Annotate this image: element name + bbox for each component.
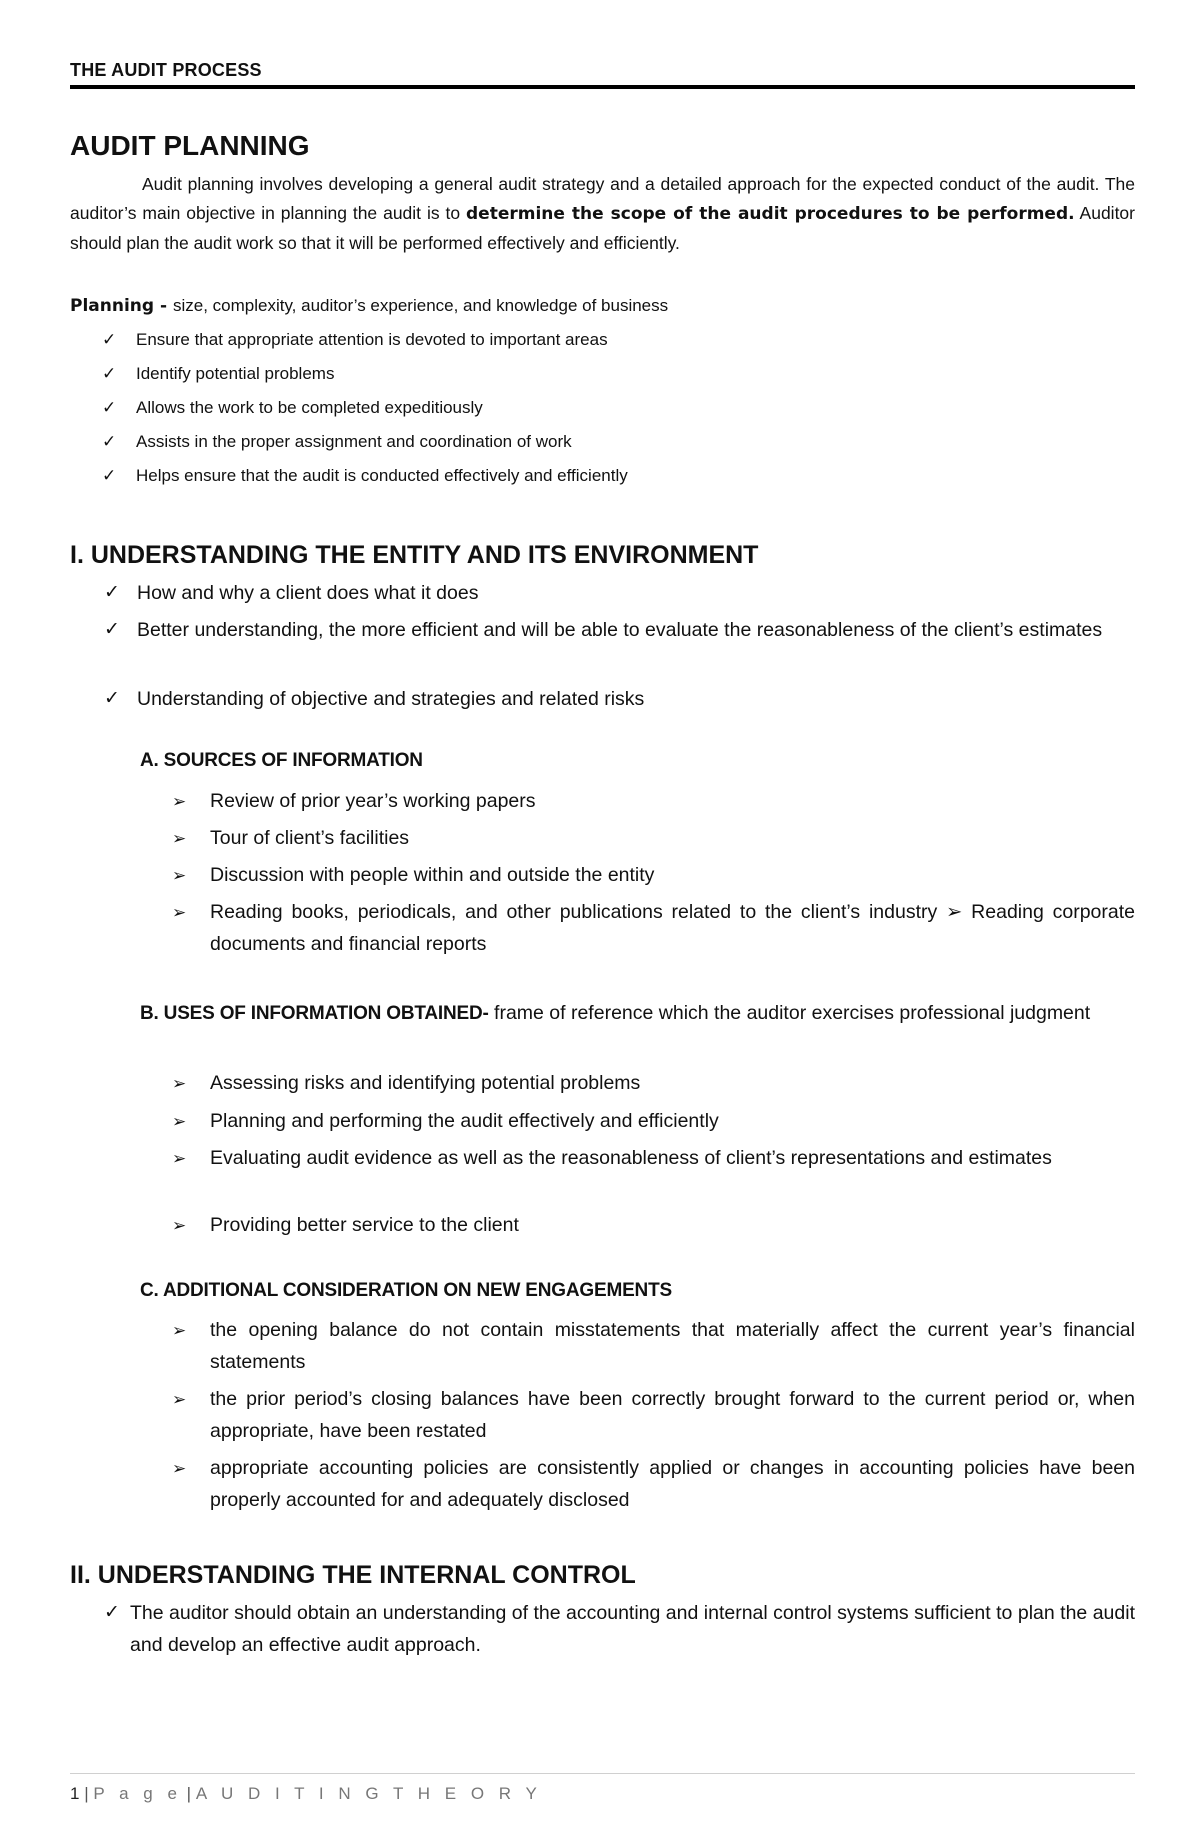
list-item	[70, 359, 1135, 388]
page-footer	[70, 1784, 542, 1804]
check-icon: ✓	[104, 619, 120, 640]
list-item	[70, 896, 1135, 960]
footer-separator: |	[186, 1784, 192, 1803]
subsection-b-title: B. USES OF INFORMATION OBTAINED-	[140, 1003, 489, 1024]
list-item-text: Tour of client’s facilities	[210, 827, 410, 849]
check-icon: ✓	[102, 330, 117, 349]
list-item-text: Assessing risks and identifying potential problems	[210, 1072, 641, 1094]
section-1-title: I. UNDERSTANDING THE ENTITY AND ITS ENVIRONMENT	[70, 541, 759, 569]
audit-planning-title: AUDIT PLANNING	[70, 130, 310, 161]
list-item	[70, 822, 1135, 855]
footer-subject: A U D I T I N G T H E O R Y	[195, 1784, 542, 1803]
arrow-bullet-icon: ➢	[172, 1390, 187, 1409]
list-item-text: Review of prior year’s working papers	[210, 790, 536, 812]
check-icon: ✓	[102, 398, 117, 417]
check-icon: ✓	[104, 1602, 120, 1623]
list-item-text: the opening balance do not contain misstatements that materially affect the current year’s financial statements	[210, 1319, 1135, 1373]
subsection-c-title: C. ADDITIONAL CONSIDERATION ON NEW ENGAGEMENTS	[140, 1280, 672, 1301]
subsection-b-paragraph	[140, 997, 1135, 1030]
arrow-bullet-icon: ➢	[172, 866, 187, 885]
arrow-bullet-icon: ➢	[172, 792, 187, 811]
footer-rule	[70, 1773, 1135, 1774]
list-item-text: Discussion with people within and outside the entity	[210, 864, 655, 886]
intro-text-bold: determine the scope of the audit procedures to be performed.	[466, 204, 1075, 224]
list-item	[70, 1597, 1135, 1661]
planning-line	[70, 296, 668, 316]
list-item-text: Allows the work to be completed expeditiously	[136, 398, 483, 417]
list-item	[70, 461, 1135, 490]
list-item-text: Assists in the proper assignment and coordination of work	[136, 432, 572, 451]
intro-text-start: Audit planning involves developing a general audit strategy and a detailed approach for the expected conduct of the audit. The auditor’s main objective in planning the audit is to	[70, 174, 1135, 223]
arrow-bullet-icon: ➢	[172, 1216, 187, 1235]
list-item	[70, 393, 1135, 422]
audit-planning-intro	[70, 170, 1135, 258]
arrow-bullet-icon: ➢	[172, 829, 187, 848]
list-item	[70, 1067, 1135, 1100]
list-item-text: the prior period’s closing balances have been correctly brought forward to the current period or, when appropriate, have been restated	[210, 1388, 1135, 1442]
planning-label: Planning -	[70, 296, 173, 316]
list-item-text: Better understanding, the more efficient and will be able to evaluate the reasonableness of the client’s estimates	[137, 619, 1103, 641]
list-item-text: Reading books, periodicals, and other publications related to the client’s industry ➢ Reading corporate documents and financial reports	[210, 901, 1135, 955]
running-header: THE AUDIT PROCESS	[70, 60, 262, 80]
check-icon: ✓	[102, 364, 117, 383]
header-rule	[70, 85, 1135, 89]
planning-text: size, complexity, auditor’s experience, and knowledge of business	[172, 296, 669, 315]
subsection-b-text: frame of reference which the auditor exercises professional judgment	[488, 1002, 1091, 1024]
check-icon: ✓	[102, 466, 117, 485]
footer-separator: |	[84, 1784, 89, 1803]
list-item	[70, 577, 1135, 609]
list-item-text: Helps ensure that the audit is conducted effectively and efficiently	[136, 466, 628, 485]
list-item	[70, 325, 1135, 354]
list-item	[70, 427, 1135, 456]
list-item	[70, 1452, 1135, 1516]
page-number: 1	[70, 1784, 80, 1803]
list-item-text: The auditor should obtain an understanding of the accounting and internal control systems sufficient to plan the audit and develop an effective audit approach.	[130, 1602, 1135, 1656]
section-2-title: II. UNDERSTANDING THE INTERNAL CONTROL	[70, 1561, 636, 1589]
list-item-text: appropriate accounting policies are consistently applied or changes in accounting policies have been properly accounted for and adequately disclosed	[210, 1457, 1135, 1511]
list-item-text: Ensure that appropriate attention is devoted to important areas	[136, 330, 608, 349]
list-item	[70, 1314, 1135, 1378]
check-icon: ✓	[102, 432, 117, 451]
check-icon: ✓	[104, 582, 120, 603]
list-item-text: Identify potential problems	[136, 364, 335, 383]
list-item	[70, 614, 1135, 646]
list-item-text: Planning and performing the audit effectively and efficiently	[210, 1110, 719, 1132]
footer-page-word: P a g e	[93, 1784, 182, 1803]
list-item	[70, 683, 1135, 715]
list-item	[70, 1142, 1135, 1175]
list-item	[70, 1209, 1135, 1242]
subsection-a-title: A. SOURCES OF INFORMATION	[140, 750, 423, 771]
arrow-bullet-icon: ➢	[172, 1321, 187, 1340]
list-item-text: How and why a client does what it does	[137, 582, 479, 604]
list-item	[70, 859, 1135, 892]
arrow-bullet-icon: ➢	[172, 1149, 187, 1168]
arrow-bullet-icon: ➢	[172, 1112, 187, 1131]
list-item	[70, 1383, 1135, 1447]
intro-text-end: Auditor should plan the audit work so that it will be performed effectively and efficiently.	[70, 203, 1135, 253]
arrow-bullet-icon: ➢	[172, 1074, 187, 1093]
list-item	[70, 1105, 1135, 1138]
list-item-text: Providing better service to the client	[210, 1214, 519, 1236]
list-item-text: Evaluating audit evidence as well as the reasonableness of client’s representations and estimates	[210, 1147, 1052, 1169]
arrow-bullet-icon: ➢	[172, 1459, 187, 1478]
list-item	[70, 785, 1135, 818]
arrow-bullet-icon: ➢	[172, 903, 187, 922]
list-item-text: Understanding of objective and strategies and related risks	[137, 688, 645, 710]
check-icon: ✓	[104, 688, 120, 709]
